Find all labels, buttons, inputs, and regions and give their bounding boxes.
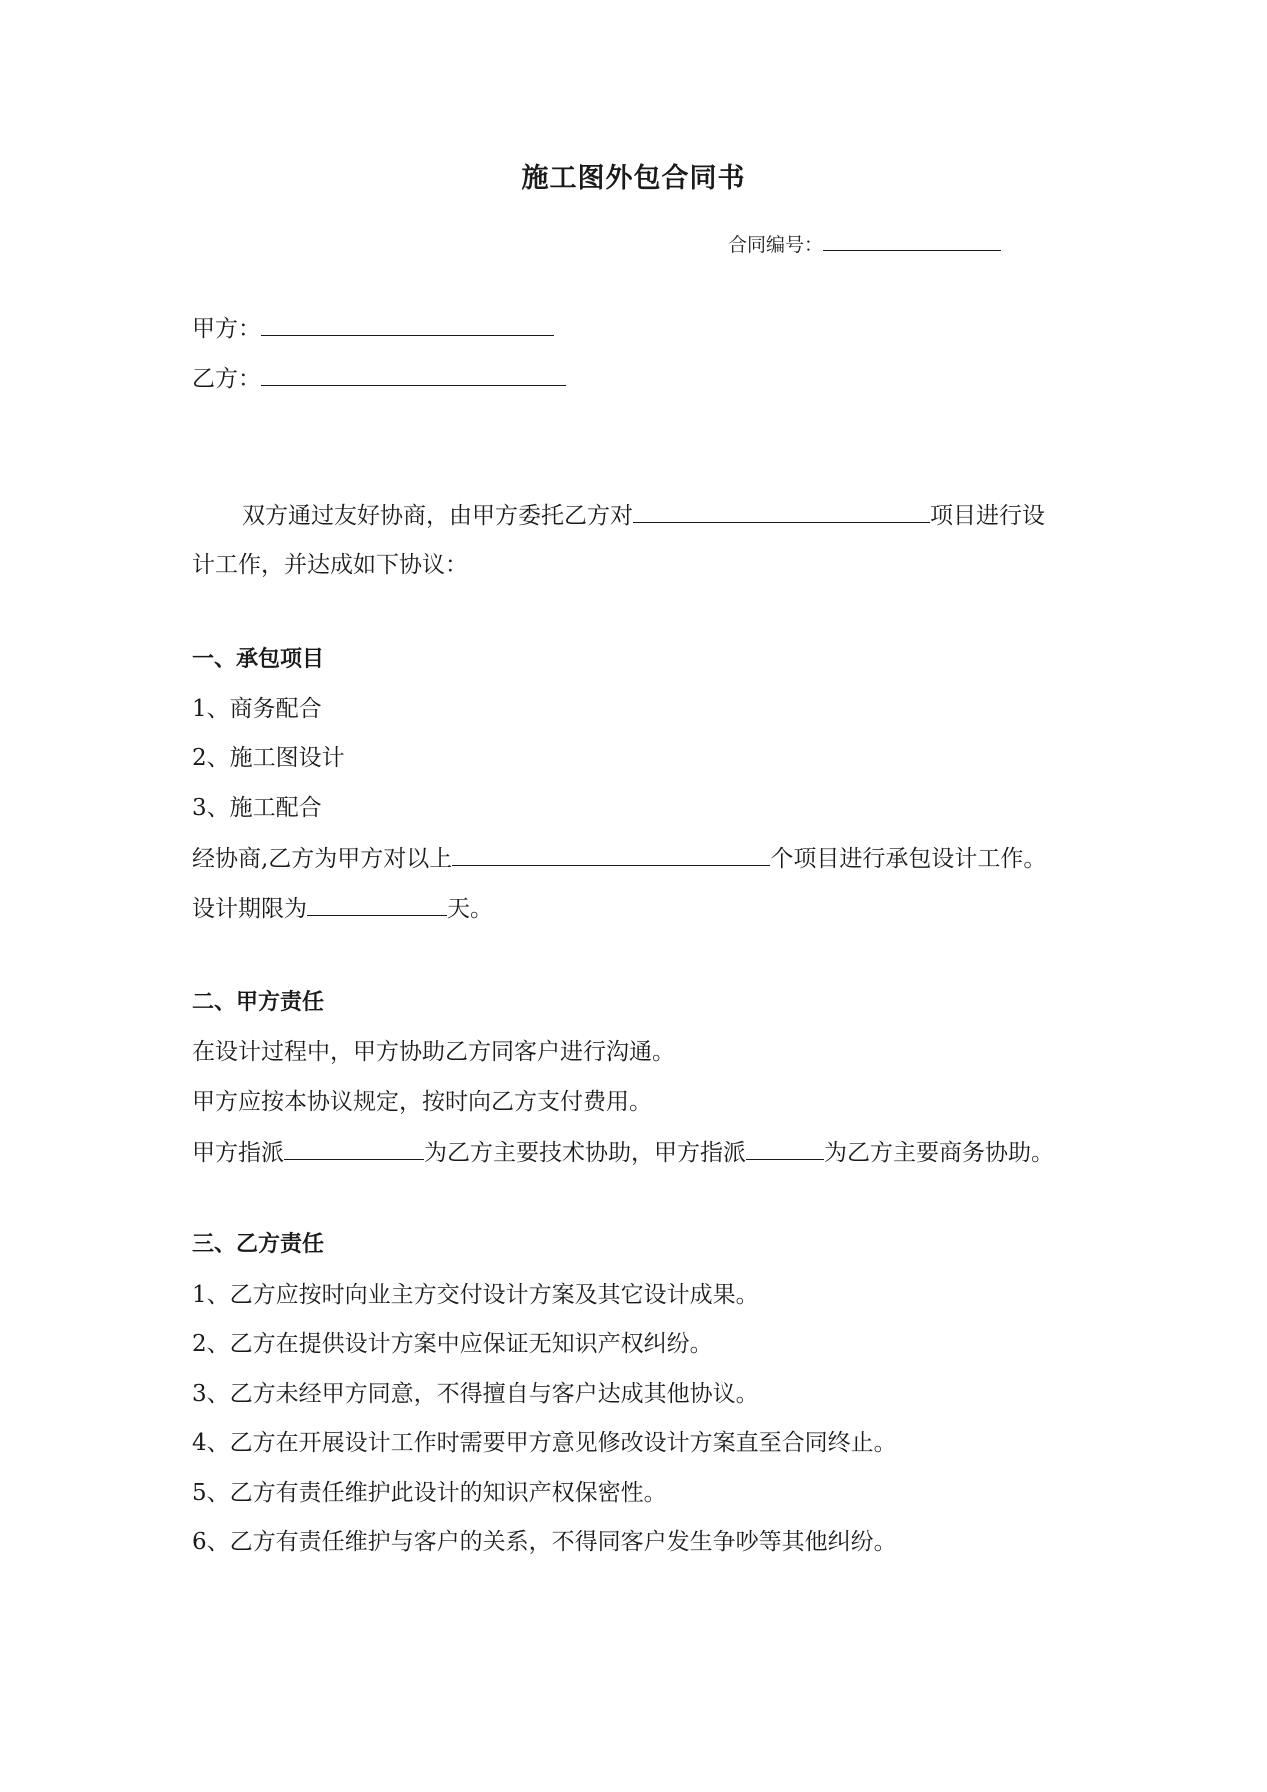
section-3-item: 1、乙方应按时向业主方交付设计方案及其它设计成果。 [192, 1282, 759, 1308]
section-1-agreement [192, 843, 1046, 874]
assign-text-b: 为乙方主要技术协助，甲方指派 [424, 1140, 746, 1166]
technical-assistant-blank [284, 1137, 424, 1160]
party-a-label: 甲方： [192, 316, 261, 342]
section-1-item: 1、商务配合 [192, 696, 322, 722]
assign-text-a: 甲方指派 [192, 1140, 284, 1166]
intro-text-post: 项目进行设 [930, 503, 1045, 529]
section-1-heading: 一、承包项目 [192, 647, 325, 672]
section-1-item: 2、施工图设计 [192, 745, 345, 771]
contract-number-row [728, 228, 1001, 260]
assign-text-c: 为乙方主要商务协助。 [824, 1140, 1054, 1166]
section-2-assignment [192, 1137, 1054, 1168]
agreement-text-post: 个项目进行承包设计工作。 [770, 846, 1047, 872]
section-1-item: 3、施工配合 [192, 795, 322, 821]
contract-number-label: 合同编号： [728, 234, 824, 256]
party-b-row [192, 363, 566, 394]
project-name-blank [633, 500, 930, 523]
intro-text-pre: 双方通过友好协商，由甲方委托乙方对 [242, 503, 633, 529]
party-b-blank [261, 363, 566, 386]
section-2-heading: 二、甲方责任 [192, 990, 325, 1015]
section-3-item: 5、乙方有责任维护此设计的知识产权保密性。 [192, 1480, 667, 1506]
design-days-blank [307, 893, 447, 916]
period-text-pre: 设计期限为 [192, 896, 307, 922]
agreement-text-pre: 经协商,乙方为甲方对以上 [192, 846, 453, 872]
party-a-row [192, 313, 554, 344]
period-text-post: 天。 [447, 896, 493, 922]
section-2-line: 甲方应按本协议规定，按时向乙方支付费用。 [192, 1089, 652, 1115]
intro-line-1 [242, 500, 1045, 531]
business-assistant-blank [746, 1137, 824, 1160]
intro-line-2: 计工作，并达成如下协议： [192, 552, 468, 578]
contract-number-blank [823, 228, 1001, 251]
section-3-item: 4、乙方在开展设计工作时需要甲方意见修改设计方案直至合同终止。 [192, 1430, 897, 1456]
item-count-blank [452, 843, 770, 866]
section-3-item: 3、乙方未经甲方同意，不得擅自与客户达成其他协议。 [192, 1381, 759, 1407]
section-3-item: 6、乙方有责任维护与客户的关系，不得同客户发生争吵等其他纠纷。 [192, 1529, 897, 1555]
design-period-row [192, 893, 493, 924]
section-3-item: 2、乙方在提供设计方案中应保证无知识产权纠纷。 [192, 1331, 713, 1357]
section-3-heading: 三、乙方责任 [192, 1232, 325, 1257]
party-a-blank [261, 313, 554, 336]
section-2-line: 在设计过程中，甲方协助乙方同客户进行沟通。 [192, 1039, 675, 1065]
document-title: 施工图外包合同书 [521, 163, 746, 194]
party-b-label: 乙方： [192, 366, 261, 392]
